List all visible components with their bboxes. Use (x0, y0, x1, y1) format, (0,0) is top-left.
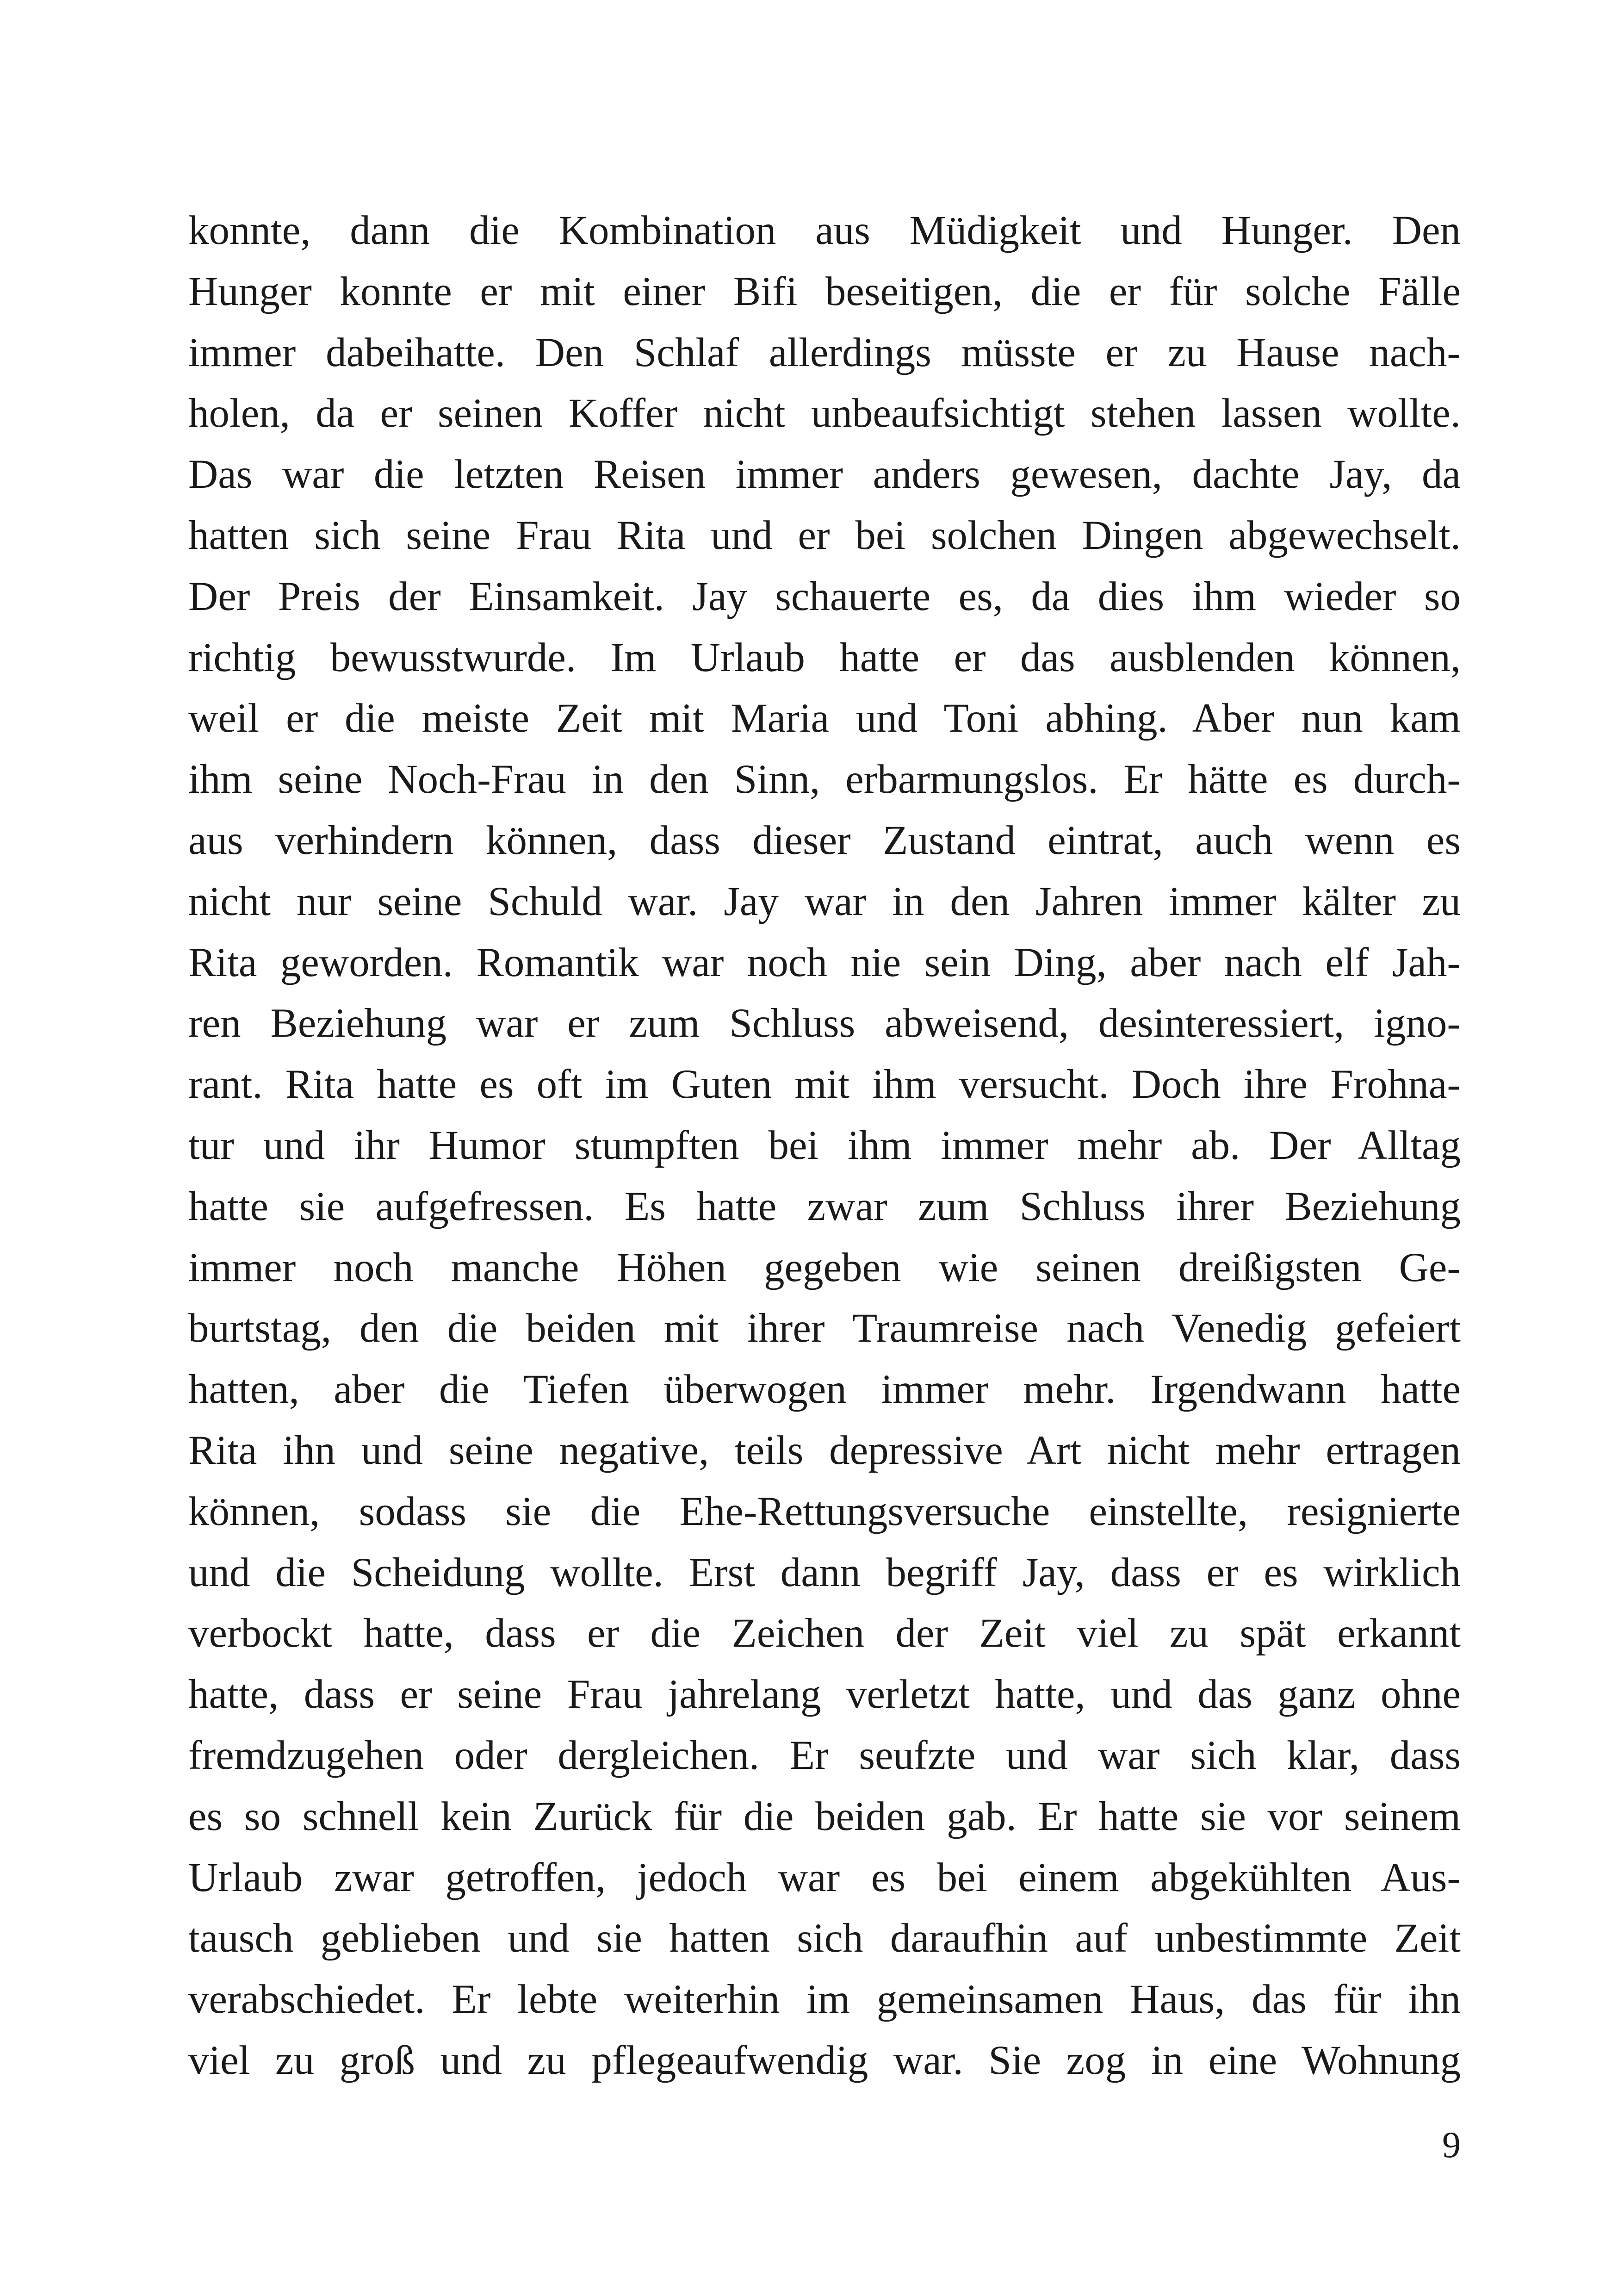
text-line: verabschiedet. Er lebte weiterhin im gemeinsamen Haus, das für ihn (188, 1977, 1461, 2022)
text-line: viel zu groß und zu pflegeaufwendig war. Sie zog in eine Wohnung (188, 2037, 1461, 2083)
text-line: tausch geblieben und sie hatten sich daraufhin auf unbestimmte Zeit (188, 1916, 1461, 1961)
text-line: tur und ihr Humor stumpften bei ihm immer mehr ab. Der Alltag (188, 1122, 1461, 1168)
text-line: und die Scheidung wollte. Erst dann begriff Jay, dass er es wirklich (188, 1549, 1461, 1595)
text-line: fremdzugehen oder dergleichen. Er seufzte und war sich klar, dass (188, 1732, 1461, 1778)
text-line: es so schnell kein Zurück für die beiden gab. Er hatte sie vor seinem (188, 1793, 1461, 1839)
text-line: hatten, aber die Tiefen überwogen immer mehr. Irgendwann hatte (188, 1367, 1461, 1412)
page-number: 9 (1442, 2125, 1461, 2165)
text-line: ihm seine Noch-Frau in den Sinn, erbarmungslos. Er hätte es durch- (188, 757, 1461, 803)
text-line: konnte, dann die Kombination aus Müdigkeit und Hunger. Den (188, 208, 1461, 253)
text-line: weil er die meiste Zeit mit Maria und Toni abhing. Aber nun kam (188, 696, 1461, 741)
text-line: holen, da er seinen Koffer nicht unbeaufsichtigt stehen lassen wollte. (188, 391, 1461, 436)
text-line: Das war die letzten Reisen immer anders gewesen, dachte Jay, da (188, 452, 1461, 498)
text-line: immer noch manche Höhen gegeben wie seinen dreißigsten Ge- (188, 1244, 1461, 1290)
text-line: Urlaub zwar getroffen, jedoch war es bei einem abgekühlten Aus- (188, 1854, 1461, 1900)
text-line: Rita geworden. Romantik war noch nie sein Ding, aber nach elf Jah- (188, 940, 1461, 985)
text-line: Rita ihn und seine negative, teils depressive Art nicht mehr ertragen (188, 1427, 1461, 1473)
text-line: burtstag, den die beiden mit ihrer Traumreise nach Venedig gefeiert (188, 1306, 1461, 1351)
text-line: verbockt hatte, dass er die Zeichen der Zeit viel zu spät erkannt (188, 1611, 1461, 1656)
text-line: können, sodass sie die Ehe-Rettungsversuche einstellte, resignierte (188, 1488, 1461, 1534)
text-line: hatten sich seine Frau Rita und er bei solchen Dingen abgewechselt. (188, 512, 1461, 558)
text-line: aus verhindern können, dass dieser Zustand eintrat, auch wenn es (188, 817, 1461, 863)
text-line: ren Beziehung war er zum Schluss abweisend, desinteressiert, igno- (188, 1001, 1461, 1046)
text-line: hatte, dass er seine Frau jahrelang verletzt hatte, und das ganz ohne (188, 1672, 1461, 1717)
text-line: Der Preis der Einsamkeit. Jay schauerte es, da dies ihm wieder so (188, 573, 1461, 619)
text-line: immer dabeihatte. Den Schlaf allerdings müsste er zu Hause nach- (188, 330, 1461, 375)
text-line: nicht nur seine Schuld war. Jay war in den Jahren immer kälter zu (188, 878, 1461, 924)
text-line: richtig bewusstwurde. Im Urlaub hatte er das ausblenden können, (188, 635, 1461, 680)
text-line: Hunger konnte er mit einer Bifi beseitigen, die er für solche Fälle (188, 268, 1461, 314)
text-line: rant. Rita hatte es oft im Guten mit ihm versucht. Doch ihre Frohna- (188, 1062, 1461, 1108)
text-line: hatte sie aufgefressen. Es hatte zwar zum Schluss ihrer Beziehung (188, 1183, 1461, 1229)
body-text (188, 200, 1461, 2091)
